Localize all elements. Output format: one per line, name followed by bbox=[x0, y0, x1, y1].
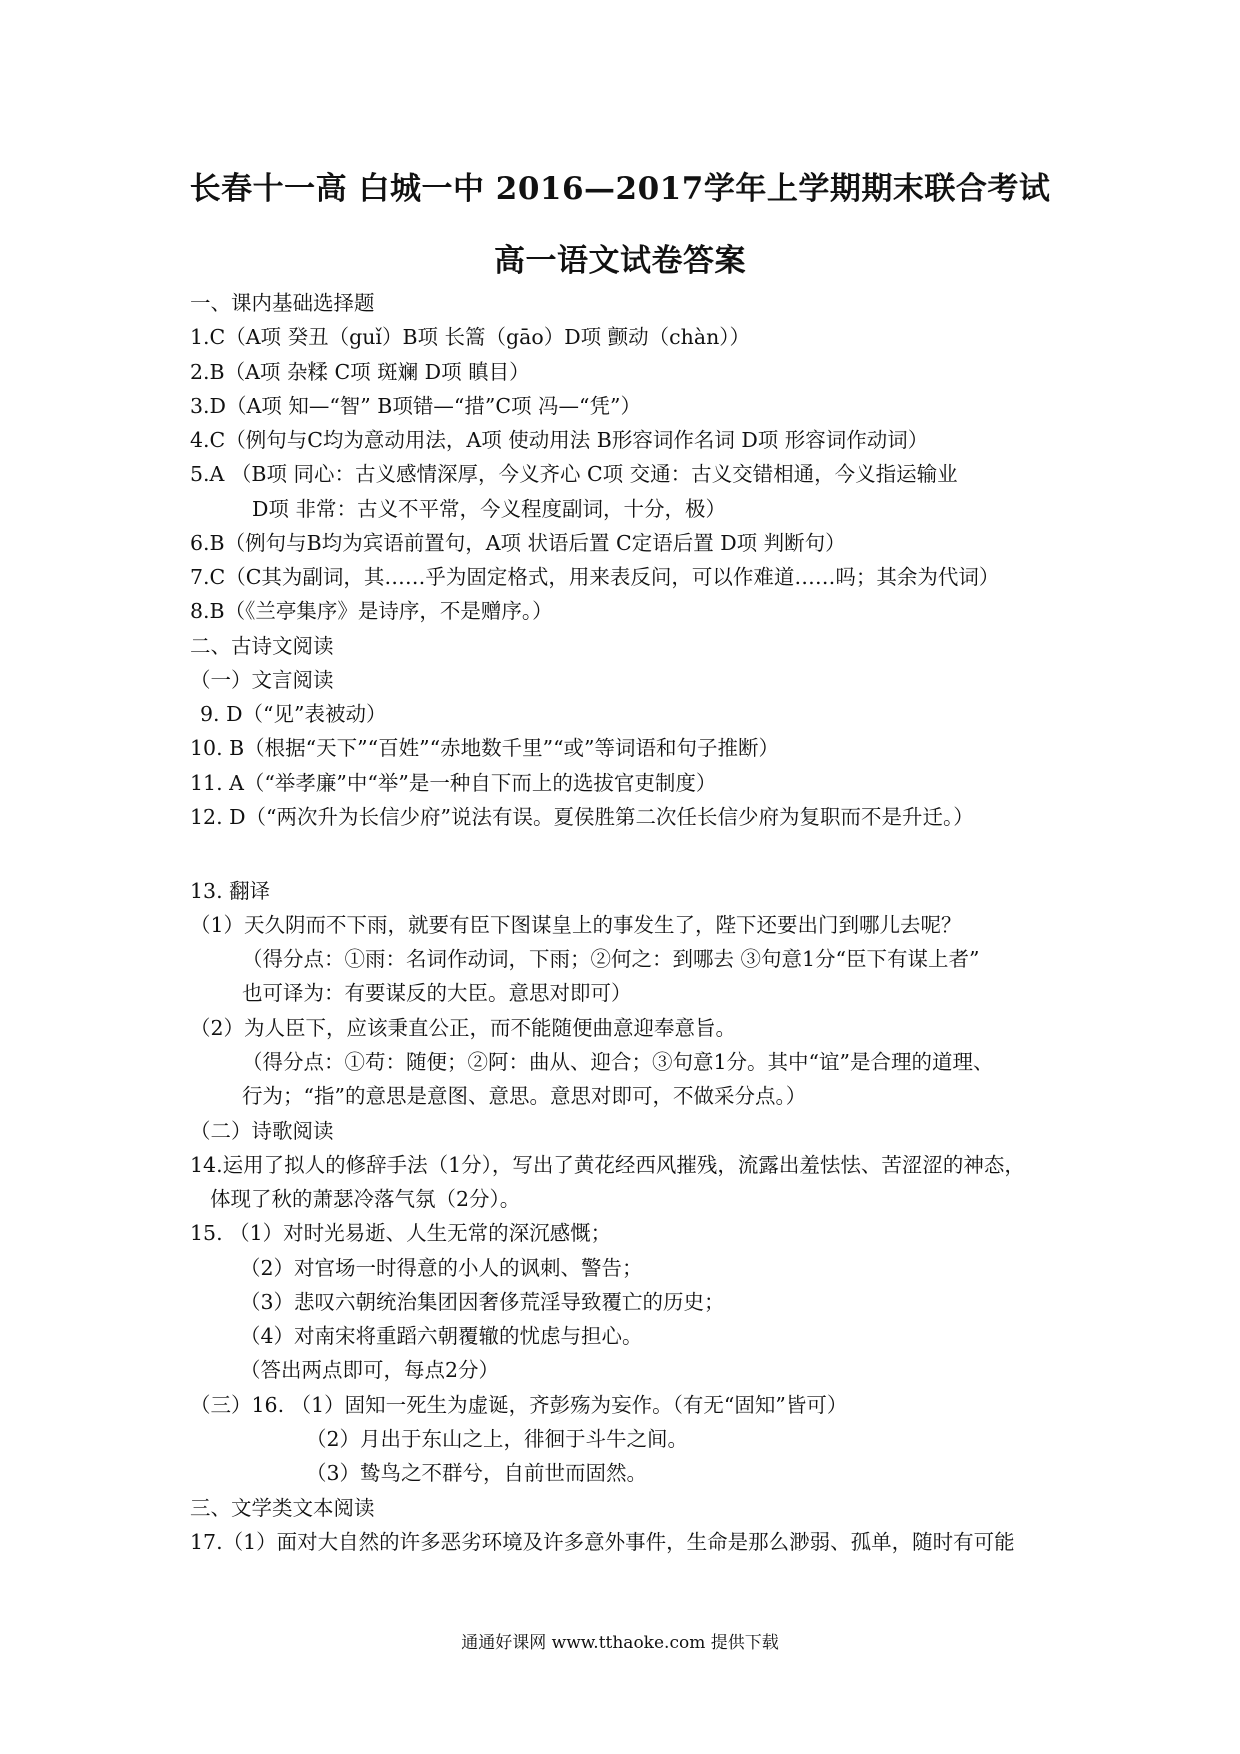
answer-line: （2）为人臣下，应该秉直公正，而不能随便曲意迎奉意旨。 bbox=[190, 1016, 737, 1040]
answer-line: 体现了秋的萧瑟冷落气氛（2分）。 bbox=[210, 1187, 521, 1211]
subsection-heading: （二）诗歌阅读 bbox=[190, 1119, 334, 1143]
answer-line: 5.A （B项 同心：古义感情深厚，今义齐心 C项 交通：古义交错相通，今义指运输业 bbox=[190, 462, 958, 486]
answer-line: （3）鸷鸟之不群兮，自前世而固然。 bbox=[306, 1461, 648, 1485]
answer-line: 1.C（A项 癸丑（guǐ）B项 长篙（gāo）D项 颤动（chàn）） bbox=[190, 325, 751, 349]
answer-line: D项 非常：古义不平常，今义程度副词，十分，极） bbox=[252, 497, 726, 521]
answer-line: （1）天久阴而不下雨，就要有臣下图谋皇上的事发生了，陛下还要出门到哪儿去呢？ bbox=[190, 913, 962, 937]
document-title: 长春十一高 白城一中 2016—2017学年上学期期末联合考试 bbox=[189, 171, 1051, 207]
section-heading: 一、课内基础选择题 bbox=[190, 291, 375, 315]
section-heading: 三、文学类文本阅读 bbox=[190, 1496, 375, 1520]
answer-line: 15. （1）对时光易逝、人生无常的深沉感慨； bbox=[190, 1221, 612, 1245]
answer-line: 也可译为：有要谋反的大臣。意思对即可） bbox=[242, 981, 632, 1005]
answer-line: （2）月出于东山之上，徘徊于斗牛之间。 bbox=[306, 1427, 689, 1451]
answer-line: （3）悲叹六朝统治集团因奢侈荒淫导致覆亡的历史； bbox=[240, 1290, 725, 1314]
answer-line: （4）对南宋将重蹈六朝覆辙的忧虑与担心。 bbox=[240, 1324, 643, 1348]
answer-line: 8.B（《兰亭集序》是诗序，不是赠序。） bbox=[190, 599, 553, 623]
answer-line: 3.D（A项 知—“智” B项错—“措”C项 冯—“凭”） bbox=[190, 394, 641, 418]
subsection-heading: （一）文言阅读 bbox=[190, 668, 334, 692]
answer-line: （三）16. （1）固知一死生为虚诞，齐彭殇为妄作。（有无“固知”皆可） bbox=[190, 1393, 848, 1417]
answer-line: 10. B（根据“天下”“百姓”“赤地数千里”“或”等词语和句子推断） bbox=[190, 736, 780, 760]
answer-line: 7.C（C其为副词，其……乎为固定格式，用来表反问，可以作难道……吗；其余为代词） bbox=[190, 565, 1000, 589]
answer-line: 行为；“指”的意思是意图、意思。意思对即可，不做采分点。） bbox=[242, 1084, 807, 1108]
answer-line: 12. D（“两次升为长信少府”说法有误。夏侯胜第二次任长信少府为复职而不是升迁。） bbox=[190, 805, 974, 829]
answer-line: （答出两点即可，每点2分） bbox=[240, 1358, 500, 1382]
answer-line: 13. 翻译 bbox=[190, 879, 271, 903]
answer-line: 6.B（例句与B均为宾语前置句，A项 状语后置 C定语后置 D项 判断句） bbox=[190, 531, 846, 555]
answer-line: 17.（1）面对大自然的许多恶劣环境及许多意外事件，生命是那么渺弱、孤单，随时有可能 bbox=[190, 1530, 1015, 1554]
answer-line: 14.运用了拟人的修辞手法（1分），写出了黄花经西风摧残，流露出羞怯怯、苦涩涩的神态， bbox=[190, 1153, 1025, 1177]
answer-line: （得分点：①苟：随便；②阿：曲从、迎合；③句意1分。其中“谊”是合理的道理、 bbox=[242, 1050, 994, 1074]
answer-line: （2）对官场一时得意的小人的讽刺、警告； bbox=[240, 1256, 643, 1280]
answer-line: 2.B（A项 杂糅 C项 斑斓 D项 瞋目） bbox=[190, 360, 530, 384]
answer-line: 9. D（“见”表被动） bbox=[200, 702, 387, 726]
section-heading: 二、古诗文阅读 bbox=[190, 634, 334, 658]
answer-line: 11. A（“举孝廉”中“举”是一种自下而上的选拔官吏制度） bbox=[190, 771, 717, 795]
answer-line: （得分点：①雨：名词作动词，下雨；②何之：到哪去 ③句意1分“臣下有谋上者” bbox=[242, 947, 980, 971]
document-subtitle: 高一语文试卷答案 bbox=[494, 243, 746, 279]
footer-download-note: 通通好课网 www.tthaoke.com 提供下载 bbox=[461, 1633, 779, 1653]
answer-line: 4.C（例句与C均为意动用法，A项 使动用法 B形容词作名词 D项 形容词作动词） bbox=[190, 428, 929, 452]
